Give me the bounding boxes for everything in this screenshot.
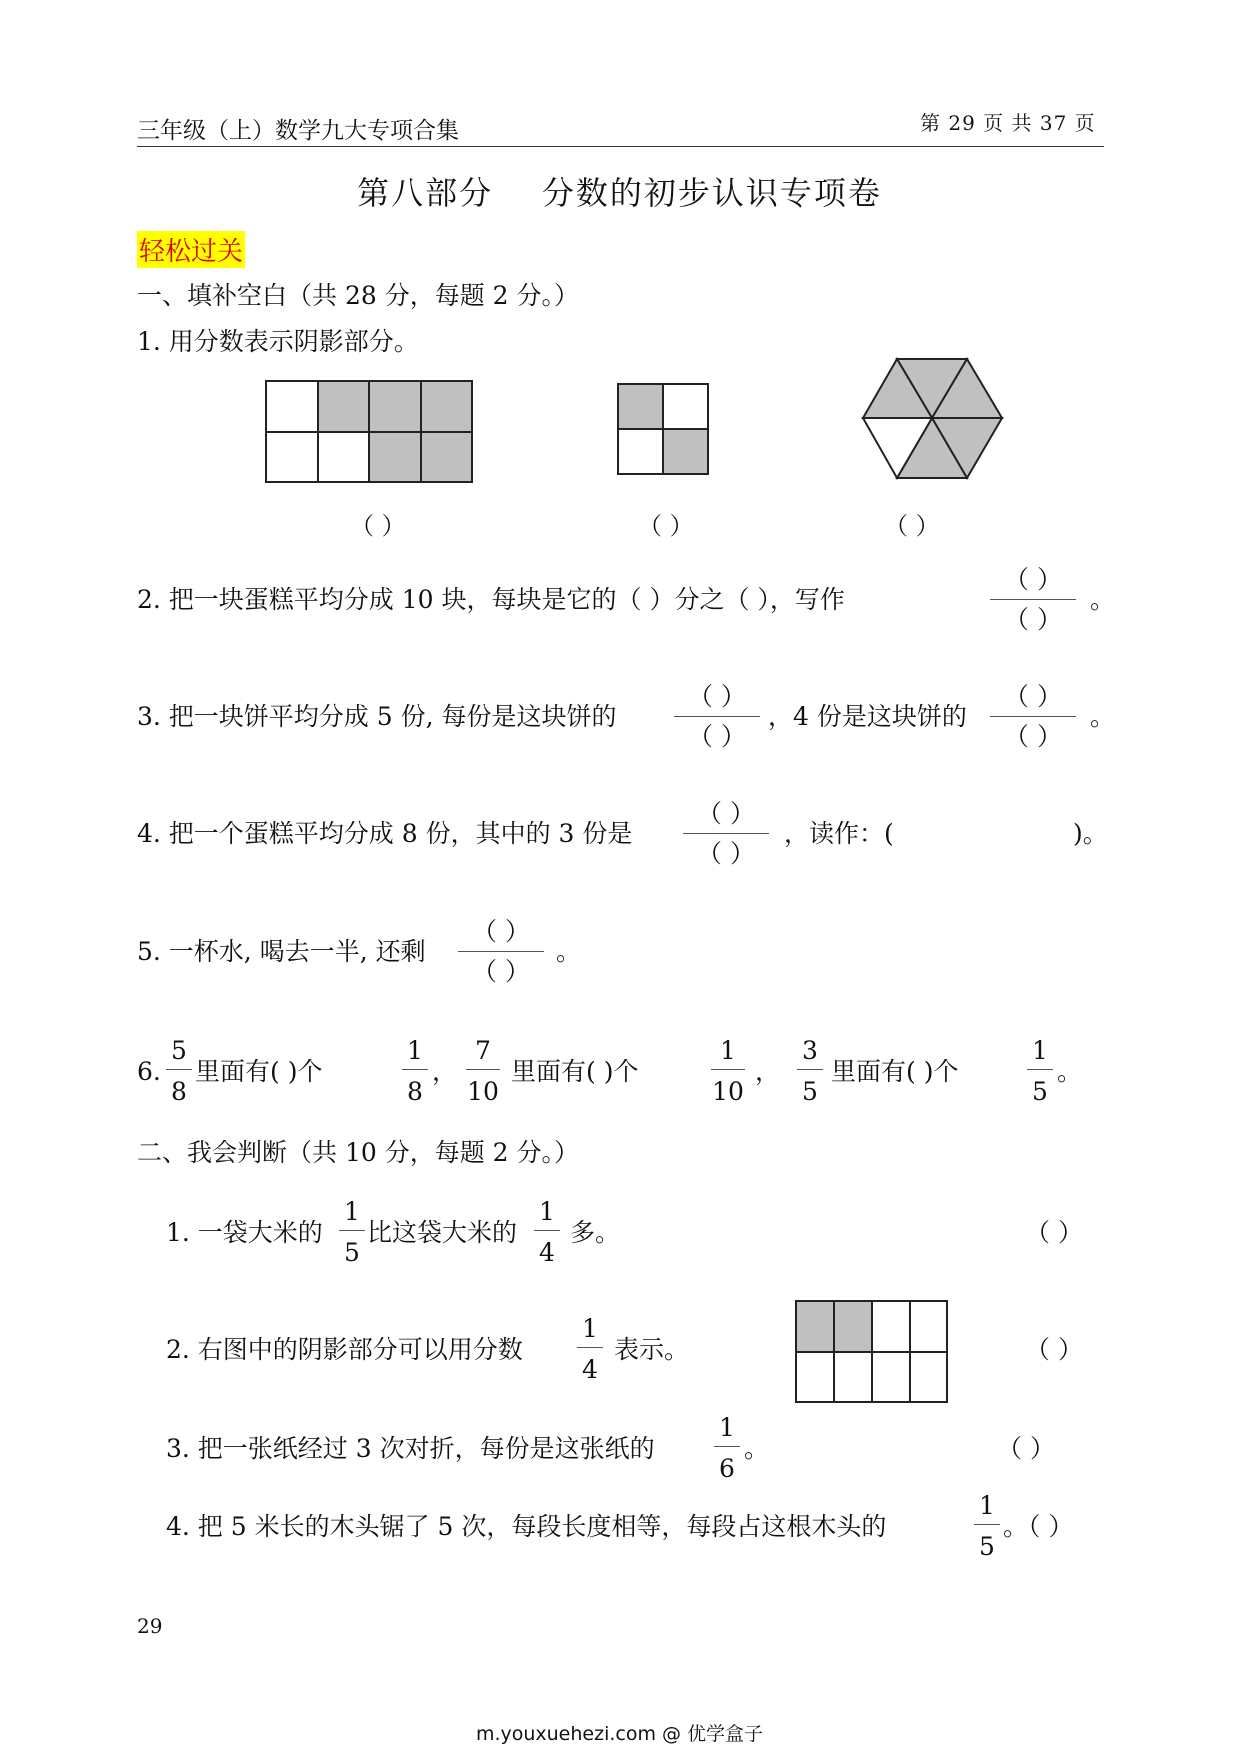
q2-end: 。: [1090, 585, 1116, 614]
q6-end: 。: [1057, 1057, 1083, 1086]
section1-heading: 一、填补空白（共 28 分，每题 2 分。）: [137, 281, 580, 310]
q4-denominator: （ ）: [697, 839, 755, 868]
cell-r2c3: [369, 432, 421, 482]
j3-text-b: 。: [744, 1434, 770, 1463]
j1-text-c: 多。: [570, 1218, 621, 1247]
j2-cell-r2c4: [910, 1352, 947, 1402]
page-title: 第八部分 分数的初步认识专项卷: [357, 174, 882, 212]
q1-answer-2[interactable]: （ ）: [638, 512, 694, 540]
fraction-bar: [974, 1524, 1000, 1525]
numerator: 1: [344, 1197, 360, 1226]
q2-numerator: （ ）: [1004, 565, 1062, 594]
j2-cell-r1c2: [834, 1301, 872, 1352]
fraction-bar: [674, 716, 760, 717]
denominator: 6: [719, 1454, 735, 1483]
cell-r2c1: [266, 432, 318, 482]
q4-text-a: 4. 把一个蛋糕平均分成 8 份，其中的 3 份是: [137, 819, 633, 848]
sq-cell-br: [663, 429, 708, 474]
denominator: 10: [712, 1077, 744, 1106]
q6-separator-2: ，: [755, 1057, 781, 1086]
q6-text-1: 里面有( )个: [195, 1057, 323, 1086]
q2-denominator: （ ）: [1004, 605, 1062, 634]
numerator: 1: [979, 1491, 995, 1520]
numerator: 1: [720, 1036, 736, 1065]
q6-text-2: 里面有( )个: [511, 1057, 639, 1086]
q6-text-3: 里面有( )个: [831, 1057, 959, 1086]
section2-heading: 二、我会判断（共 10 分，每题 2 分。）: [137, 1138, 580, 1167]
figure-rect-grid: [265, 380, 475, 484]
j1-text-a: 1. 一袋大米的: [166, 1218, 323, 1247]
figure-square-grid: [617, 383, 709, 475]
numerator: 1: [407, 1036, 423, 1065]
q3-numerator-1: （ ）: [688, 682, 746, 711]
fraction-bar: [166, 1069, 192, 1070]
sq-cell-bl: [618, 429, 663, 474]
cell-r1c1: [266, 381, 318, 432]
cell-r2c4: [421, 432, 472, 482]
numerator: 1: [1032, 1036, 1048, 1065]
header-page-info: 第 29 页 共 37 页: [920, 111, 1096, 135]
j2-cell-r2c2: [834, 1352, 872, 1402]
q6-separator-1: ，: [432, 1057, 458, 1086]
j3-text-a: 3. 把一张纸经过 3 次对折，每份是这张纸的: [166, 1434, 655, 1463]
q1-answer-1[interactable]: （ ）: [350, 512, 406, 540]
fraction-bar: [577, 1347, 603, 1348]
denominator: 5: [802, 1077, 818, 1106]
cell-r1c4: [421, 381, 472, 432]
page-number: 29: [137, 1614, 163, 1638]
q6-prefix: 6.: [137, 1057, 161, 1086]
cell-r2c2: [318, 432, 369, 482]
j2-answer[interactable]: （ ）: [1025, 1335, 1083, 1364]
fraction-bar: [683, 833, 769, 834]
numerator: 1: [719, 1413, 735, 1442]
j3-answer[interactable]: （ ）: [997, 1434, 1055, 1463]
j2-cell-r1c1: [796, 1301, 834, 1352]
denominator: 5: [344, 1238, 360, 1267]
j2-cell-r1c3: [872, 1301, 910, 1352]
q1-answer-3[interactable]: （ ）: [884, 512, 940, 540]
q3-text-a: 3. 把一块饼平均分成 5 份, 每份是这块饼的: [137, 702, 617, 731]
q4-numerator: （ ）: [697, 799, 755, 828]
fraction-bar: [466, 1069, 500, 1070]
fraction-bar: [458, 951, 544, 952]
fraction-bar: [990, 599, 1076, 600]
fraction-bar: [402, 1069, 428, 1070]
cell-r1c3: [369, 381, 421, 432]
q2-text: 2. 把一块蛋糕平均分成 10 块，每块是它的（ ）分之（ ），写作: [137, 585, 845, 614]
denominator: 10: [467, 1077, 499, 1106]
q3-denominator-1: （ ）: [688, 722, 746, 751]
fraction-bar: [797, 1069, 823, 1070]
denominator: 8: [171, 1077, 187, 1106]
figure-hexagon: [862, 358, 1004, 482]
q4-text-b: ，读作：(: [784, 819, 894, 848]
fraction-bar: [990, 716, 1076, 717]
j4-text-b[interactable]: 。（ ）: [1003, 1512, 1074, 1541]
header-divider: [137, 146, 1104, 147]
j1-answer[interactable]: （ ）: [1025, 1218, 1083, 1247]
q3-end: 。: [1090, 702, 1116, 731]
j2-text-a: 2. 右图中的阴影部分可以用分数: [166, 1335, 523, 1364]
fraction-bar: [339, 1230, 365, 1231]
denominator: 8: [407, 1077, 423, 1106]
denominator: 4: [539, 1238, 555, 1267]
numerator: 3: [802, 1036, 818, 1065]
cell-r1c2: [318, 381, 369, 432]
level-badge: 轻松过关: [137, 231, 245, 268]
fraction-bar: [711, 1069, 745, 1070]
j2-cell-r2c1: [796, 1352, 834, 1402]
denominator: 5: [979, 1532, 995, 1561]
denominator: 5: [1032, 1077, 1048, 1106]
fraction-bar: [534, 1230, 560, 1231]
numerator: 1: [539, 1197, 555, 1226]
j2-figure-grid: [795, 1300, 949, 1404]
footer-watermark: m.youxuehezi.com @ 优学盒子: [475, 1723, 764, 1745]
j1-text-b: 比这袋大米的: [367, 1218, 518, 1247]
sq-cell-tl: [618, 384, 663, 429]
q3-numerator-2: （ ）: [1004, 682, 1062, 711]
q5-numerator: （ ）: [472, 917, 530, 946]
q5-denominator: （ ）: [472, 957, 530, 986]
q4-text-c: )。: [1073, 819, 1108, 848]
header-title: 三年级（上）数学九大专项合集: [137, 118, 459, 144]
j4-text-a: 4. 把 5 米长的木头锯了 5 次，每段长度相等，每段占这根木头的: [166, 1512, 887, 1541]
q1-text: 1. 用分数表示阴影部分。: [137, 327, 419, 356]
denominator: 4: [582, 1355, 598, 1384]
q3-denominator-2: （ ）: [1004, 722, 1062, 751]
numerator: 7: [475, 1036, 491, 1065]
j2-cell-r1c4: [910, 1301, 947, 1352]
numerator: 1: [582, 1314, 598, 1343]
j2-text-b: 表示。: [614, 1335, 690, 1364]
numerator: 5: [171, 1036, 187, 1065]
q5-end: 。: [556, 937, 582, 966]
fraction-bar: [714, 1446, 740, 1447]
sq-cell-tr: [663, 384, 708, 429]
q3-text-b: ，4 份是这块饼的: [768, 702, 967, 731]
j2-cell-r2c3: [872, 1352, 910, 1402]
fraction-bar: [1027, 1069, 1053, 1070]
q5-text: 5. 一杯水, 喝去一半, 还剩: [137, 937, 426, 966]
